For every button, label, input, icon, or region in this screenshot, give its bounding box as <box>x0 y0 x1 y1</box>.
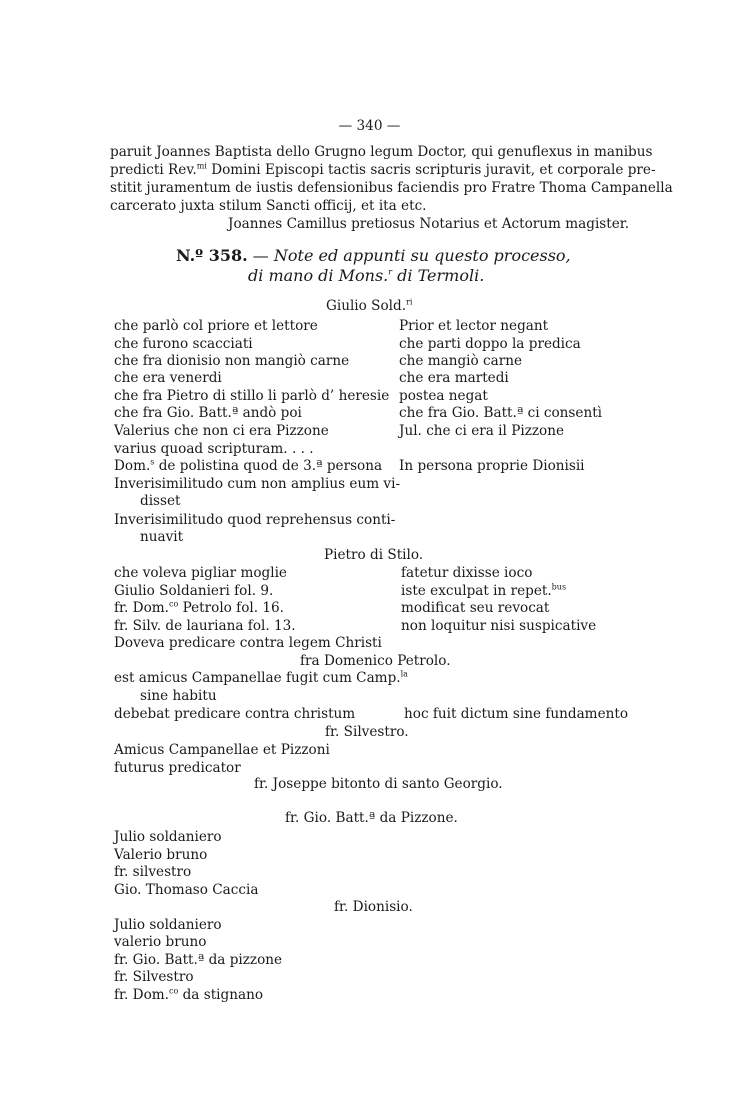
left-note: che voleva pigliar moglie <box>114 565 287 581</box>
left-note: sine habitu <box>140 688 217 704</box>
list-item: fr. silvestro <box>114 864 192 880</box>
left-note: nuavit <box>140 529 184 545</box>
list-item: fr. Silvestro <box>114 969 194 985</box>
witness-gio-batt-pizzone: fr. Gio. Batt.ª da Pizzone. <box>285 810 458 826</box>
left-note: varius quoad scripturam. . . . <box>114 441 314 457</box>
intro-line-3: stitit juramentum de iustis defensionibus faciendis pro Fratre Thoma Campanella <box>110 180 673 196</box>
right-note: non loquitur nisi suspicative <box>401 618 597 634</box>
left-note: fr. Silv. de lauriana fol. 13. <box>114 618 296 634</box>
left-note: che fra Gio. Batt.ª andò poi <box>114 405 302 421</box>
witness-pietro-di-stilo: Pietro di Stilo. <box>324 547 424 563</box>
list-item: Julio soldaniero <box>114 829 222 845</box>
left-note: che era venerdi <box>114 370 222 386</box>
left-note: Dom.$^s$ de polistina quod de 3.ª persona <box>114 457 383 474</box>
heading-title: Note ed appunti su questo processo, <box>273 246 571 265</box>
left-note: fr. Dom.$^{co}$ Petrolo fol. 16. <box>114 599 285 616</box>
right-note: che era martedi <box>399 370 509 386</box>
list-item: valerio bruno <box>114 934 207 950</box>
left-note: Doveva predicare contra legem Christi <box>114 635 382 651</box>
left-note: debebat predicare contra christum <box>114 706 356 722</box>
intro-signature: Joannes Camillus pretiosus Notarius et Actorum magister. <box>228 216 630 232</box>
right-note: che fra Gio. Batt.ª ci consentì <box>399 405 603 421</box>
left-note: che fra Pietro di stillo li parlò d’ heresie <box>114 388 390 404</box>
intro-line-4: carcerato juxta stilum Sancti officij, et ita etc. <box>110 198 427 214</box>
witness-dionisio: fr. Dionisio. <box>334 899 413 915</box>
left-note: che fra dionisio non mangiò carne <box>114 353 350 369</box>
page-number: — 340 — <box>338 118 401 134</box>
left-note: Amicus Campanellae et Pizzoni <box>114 742 330 758</box>
section-heading: N.º 358. — Note ed appunti su questo processo, <box>176 246 571 265</box>
left-note: disset <box>140 493 181 509</box>
right-note: che mangiò carne <box>399 353 523 369</box>
intro-line-1: paruit Joannes Baptista dello Grugno legum Doctor, qui genuflexus in manibus <box>110 144 653 160</box>
list-item: Julio soldaniero <box>114 917 222 933</box>
list-item: fr. Gio. Batt.ª da pizzone <box>114 952 283 968</box>
right-note: In persona proprie Dionisii <box>399 458 585 474</box>
right-note: hoc fuit dictum sine fundamento <box>404 706 629 722</box>
left-note: est amicus Campanellae fugit cum Camp.$^{la}$ <box>114 669 408 686</box>
witness-silvestro: fr. Silvestro. <box>325 724 409 740</box>
list-item: Gio. Thomaso Caccia <box>114 882 259 898</box>
intro-line-2: predicti Rev.$^{mi}$ Domini Episcopi tactis sacris scripturis juravit, et corporale pre- <box>110 161 656 178</box>
left-note: Giulio Soldanieri fol. 9. <box>114 583 274 599</box>
heading-subtitle: di mano di Mons.$^r$ di Termoli. <box>248 266 485 285</box>
witness-giulio-soldanieri: Giulio Sold.$^{ri}$ <box>326 297 413 314</box>
witness-domenico-petrolo: fra Domenico Petrolo. <box>300 653 451 669</box>
left-note: Inverisimilitudo quod reprehensus conti- <box>114 512 396 528</box>
left-note: Inverisimilitudo cum non amplius eum vi- <box>114 476 401 492</box>
right-note: che parti doppo la predica <box>399 336 581 352</box>
left-note: Valerius che non ci era Pizzone <box>114 423 329 439</box>
right-note: fatetur dixisse ioco <box>401 565 533 581</box>
right-note: modificat seu revocat <box>401 600 550 616</box>
list-item: fr. Dom.$^{co}$ da stignano <box>114 986 264 1003</box>
left-note: che furono scacciati <box>114 336 253 352</box>
left-note: futurus predicator <box>114 760 241 776</box>
right-note: iste exculpat in repet.$^{bus}$ <box>401 582 567 599</box>
right-note: Jul. che ci era il Pizzone <box>399 423 564 439</box>
document-number: N.º 358. <box>176 246 248 265</box>
witness-joseppe-bitonto: fr. Joseppe bitonto di santo Georgio. <box>254 776 503 792</box>
right-note: Prior et lector negant <box>399 318 549 334</box>
left-note: che parlò col priore et lettore <box>114 318 318 334</box>
right-note: postea negat <box>399 388 488 404</box>
list-item: Valerio bruno <box>114 847 208 863</box>
